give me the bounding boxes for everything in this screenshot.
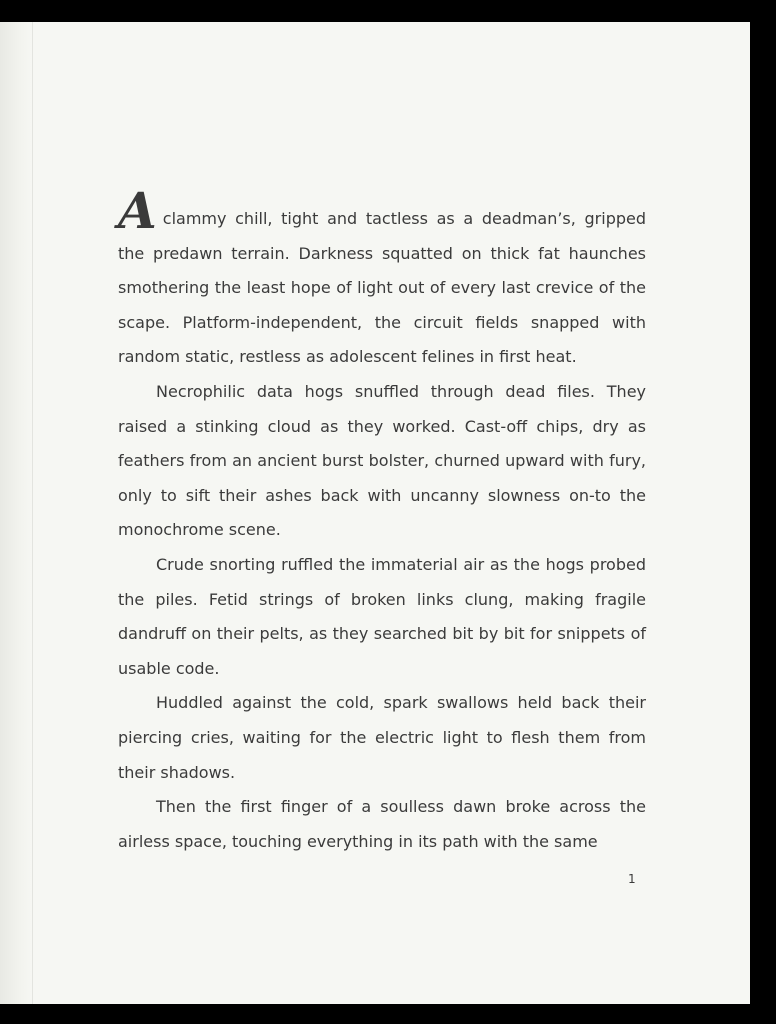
paragraph-5: Then the first finger of a soulless dawn broke across the airless space, touching everything in its path with the same [118,797,646,851]
body-text [118,182,646,859]
book-page [0,22,750,1004]
paragraph-3: Crude snorting ruffled the immaterial air as the hogs probed the piles. Fetid strings of broken links clung, making fragile dandruff on their pelts, as they searched bit by bit for snippets of usable code. [118,554,646,678]
drop-cap: A [118,181,157,240]
paragraph-1-text: clammy chill, tight and tactless as a deadman’s, gripped the predawn terrain. Darkness squatted on thick fat haunches smothering the least hope of light out of every last crevice of the scape. Platform-independent, the circuit fields snapped with random static, restless as adolescent felines in first heat. [118,209,646,367]
paragraph-4: Huddled against the cold, spark swallows held back their piercing cries, waiting for the electric light to flesh them from their shadows. [118,693,646,782]
page-gutter [0,22,33,1004]
paragraph-2: Necrophilic data hogs snuffled through dead files. They raised a stinking cloud as they worked. Cast-off chips, dry as feathers from an ancient burst bolster, churned upward with fury, only to sift their ashes back with uncanny slowness on-to the monochrome scene. [118,381,646,540]
page-number: 1 [628,872,636,886]
paragraph-1 [118,182,646,375]
